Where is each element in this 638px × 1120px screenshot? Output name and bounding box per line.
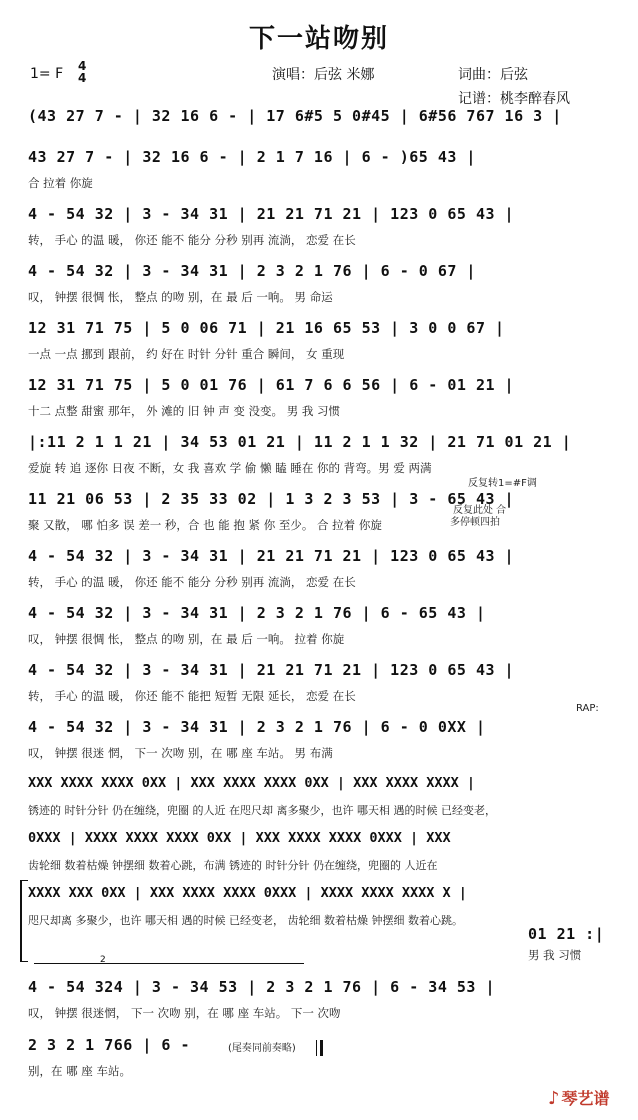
transcriber-credit: 记谱：桃李醉春风 (458, 91, 570, 107)
notation-line: 43 27 7 - | 32 16 6 - | 2 1 7 16 | 6 - )65 43 | (28, 148, 476, 166)
notation-line: 0XXX | XXXX XXXX XXXX 0XX | XXX XXXX XXXX 0XXX | XXX (28, 830, 451, 846)
score-row-6 (28, 376, 613, 433)
score-row-10 (28, 604, 613, 661)
lyrics-line: 叹， 钟摆 很迷惘， 下一 次吻 别，在 哪 座 车站。 下一 次吻 (28, 1006, 341, 1020)
score-row-12 (28, 703, 613, 775)
lyrics-line: 一点 一点 挪到 跟前， 约 好在 时针 分针 重合 瞬间， 女 重现 (28, 347, 345, 361)
rap-row-2 (28, 830, 613, 887)
lyrics-line: 转， 手心 的温 暖， 你还 能不 能分 分秒 别再 流淌， 恋爱 在长 (28, 575, 356, 589)
time-signature-top: 4 (78, 59, 87, 73)
lyrics-line: 男 我 习惯 (528, 948, 582, 962)
final-barline (316, 1040, 323, 1056)
key-signature: 1= F (30, 66, 64, 82)
lyrics-line: 叹， 钟摆 很迷 惘， 下一 次吻 别，在 哪 座 车站。 男 布满 (28, 746, 333, 760)
rap-label: RAP: (576, 703, 599, 714)
notation-line: 4 - 54 324 | 3 - 34 53 | 2 3 2 1 76 | 6 - 34 53 | (28, 978, 496, 996)
lyrics-line: 爱旋 转 追 逐你 日夜 不断，女 我 喜欢 学 偷 懒 瞌 睡在 你的 背弯。男 爱 两满 (28, 461, 432, 475)
rap-row-3 (28, 885, 613, 942)
notation-line: 4 - 54 32 | 3 - 34 31 | 2 3 2 1 76 | 6 - 0 67 | (28, 262, 476, 280)
score-row-4 (28, 262, 613, 319)
volta-bracket (20, 880, 28, 962)
second-ending-line (34, 963, 304, 970)
logo-mark-icon: ♪ (548, 1088, 560, 1109)
notation-line: 2 3 2 1 766 | 6 - (28, 1036, 191, 1054)
repeat-key-change-note: 反复转1=#F调 (468, 478, 537, 489)
lyrics-line: 转， 手心 的温 暖， 你还 能不 能分 分秒 别再 流淌， 恋爱 在长 (28, 233, 356, 247)
singer-credit: 演唱：后弦 米娜 (272, 67, 375, 83)
time-signature-bottom: 4 (78, 71, 87, 85)
lyrics-line: 聚 又散， 哪 怕多 误 差一 秒，合 也 能 抱 紧 你 至少。 合 拉着 你旋 (28, 518, 382, 532)
repeat-end-row (528, 925, 628, 982)
score-row-11 (28, 661, 613, 718)
notation-line: 4 - 54 32 | 3 - 34 31 | 2 3 2 1 76 | 6 - 65 43 | (28, 604, 486, 622)
notation-line: 4 - 54 32 | 3 - 34 31 | 2 3 2 1 76 | 6 - 0 0XX | (28, 718, 486, 736)
second-ending-number: 2 (100, 955, 106, 965)
notation-line: 01 21 :| (528, 925, 605, 943)
score-row-9 (28, 547, 613, 604)
time-signature (78, 60, 86, 84)
notation-line: 4 - 54 32 | 3 - 34 31 | 21 21 71 21 | 123 0 65 43 | (28, 205, 515, 223)
site-logo (548, 1086, 610, 1109)
notation-line: 12 31 71 75 | 5 0 06 71 | 21 16 65 53 | 3 0 0 67 | (28, 319, 505, 337)
rap-row-1 (28, 775, 613, 832)
lyrics-line: 别，在 哪 座 车站。 (28, 1064, 131, 1078)
score-row-8 (28, 478, 613, 547)
lyricist-credit: 词曲：后弦 (458, 67, 528, 83)
repeat-here-note: 反复此处 合 (453, 505, 507, 516)
score-row-3 (28, 205, 613, 262)
logo-text: 琴艺谱 (561, 1089, 610, 1108)
lyrics-line: 十二 点整 甜蜜 那年， 外 滩的 旧 钟 声 变 没变。 男 我 习惯 (28, 404, 341, 418)
lyrics-line: 合 拉着 你旋 (28, 176, 93, 190)
notation-line: 4 - 54 32 | 3 - 34 31 | 21 21 71 21 | 123 0 65 43 | (28, 661, 515, 679)
notation-line: |:11 2 1 1 21 | 34 53 01 21 | 11 2 1 1 32 | 21 71 01 21 | (28, 433, 572, 451)
score-row-5 (28, 319, 613, 376)
lyrics-line: 叹， 钟摆 很惆 怅， 整点 的吻 别，在 最 后 一响。 男 命运 (28, 290, 333, 304)
notation-line: XXX XXXX XXXX 0XX | XXX XXXX XXXX 0XX | XXX XXXX XXXX | (28, 775, 476, 791)
lyrics-line: 叹， 钟摆 很惆 怅， 整点 的吻 别，在 最 后 一响。 拉着 你旋 (28, 632, 345, 646)
score-row-volta2 (28, 978, 613, 1035)
outro-note: (尾奏同前奏略) (228, 1043, 296, 1054)
score-row-2 (28, 148, 613, 205)
lyrics-line: 齿轮细 数着枯燥 钟摆细 数着心跳，布满 锈迹的 时针分针 仍在缠绕，兜圈的 人近在 (28, 859, 438, 872)
notation-line: 11 21 06 53 | 2 35 33 02 | 1 3 2 3 53 | 3 - 65 43 | (28, 490, 515, 508)
lyrics-line: 咫尺却离 多聚少，也许 哪天相 遇的时候 已经变老， 齿轮细 数着枯燥 钟摆细 数着心跳。 (28, 914, 463, 927)
lyrics-line: 锈迹的 时针分针 仍在缠绕，兜圈 的人近 在咫尺却 离多聚少，也许 哪天相 遇的时候 已经变老， (28, 804, 496, 817)
notation-line: 12 31 71 75 | 5 0 01 76 | 61 7 6 6 56 | 6 - 01 21 | (28, 376, 515, 394)
notation-line: 4 - 54 32 | 3 - 34 31 | 21 21 71 21 | 123 0 65 43 | (28, 547, 515, 565)
lyrics-line: 转， 手心 的温 暖， 你还 能不 能把 短暂 无限 延长， 恋爱 在长 (28, 689, 356, 703)
notation-line: (43 27 7 - | 32 16 6 - | 17 6#5 5 0#45 | 6#56 767 16 3 | (28, 107, 562, 125)
notation-line: XXXX XXX 0XX | XXX XXXX XXXX 0XXX | XXXX XXXX XXXX X | (28, 885, 467, 901)
pause-note: 多停顿四拍 (450, 517, 500, 528)
song-title: 下一站吻别 (248, 24, 389, 54)
